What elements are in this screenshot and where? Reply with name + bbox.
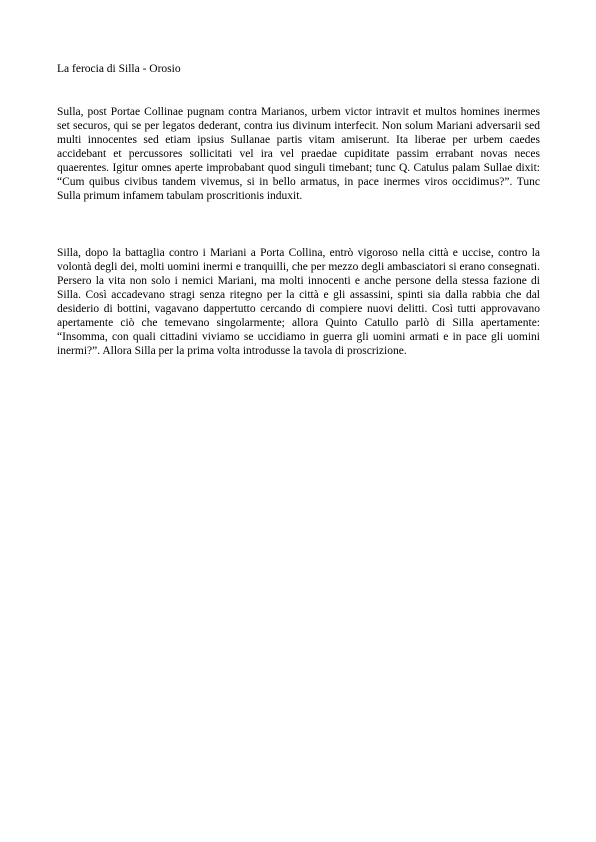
document-page	[57, 62, 540, 358]
document-title: La ferocia di Silla - Orosio	[57, 63, 181, 75]
italian-translation-paragraph: Silla, dopo la battaglia contro i Mariani a Porta Collina, entrò vigoroso nella città e uccise, contro la volontà degli dei, molti uomini inermi e tranquilli, che per mezzo degli ambasciatori si erano consegnati. Persero la vita non solo i nemici Mariani, ma molti innocenti e anche persone della stessa fazione di Silla. Così accadevano stragi senza ritegno per la città e gli assassini, spinti sia dalla rabbia che dal desiderio di bottini, vagavano dappertutto cercando di compiere nuovi delitti. Così tutti approvavano apertamente ciò che temevano singolarmente; allora Quinto Catullo parlò di Silla apertamente: “Insomma, con quali cittadini viviamo se uccidiamo in guerra gli uomini armati e in pace gli uomini inermi?”. Allora Silla per la prima volta introdusse la tavola di proscrizione.	[57, 247, 540, 357]
latin-paragraph: Sulla, post Portae Collinae pugnam contra Marianos, urbem victor intravit et multos homines inermes set securos, qui se per legatos dederant, contra ius divinum interfecit. Non solum Mariani adversarii sed multi innocentes sed etiam ipsius Sullanae partis vitam amiserunt. Ita liberae per urbem caedes accidebant et percussores sollicitati vel ira vel praedae cupiditate passim errabant novas neces quaerentes. Igitur omnes aperte improbabant quod singuli timebant; tunc Q. Catulus palam Sullae dixit: “Cum quibus civibus tandem vivemus, si in bello armatus, in pace inermes viros occidimus?”. Tunc Sulla primum infamem tabulam proscritionis induxit.	[57, 106, 540, 202]
